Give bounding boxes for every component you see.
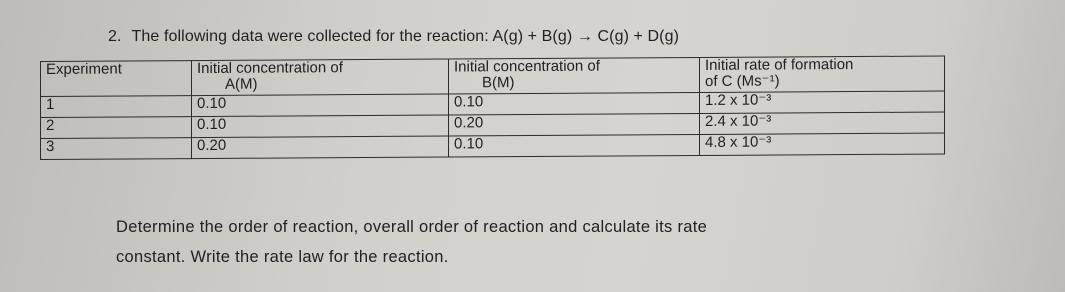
header-experiment: Experiment xyxy=(41,61,192,97)
cell-conc-b: 0.20 xyxy=(449,113,700,136)
table-row xyxy=(41,133,945,160)
cell-conc-a: 0.20 xyxy=(192,136,449,159)
cell-experiment: 2 xyxy=(41,117,192,139)
task-prompt xyxy=(116,212,707,272)
prompt-line-1: Determine the order of reaction, overall order of reaction and calculate its rate xyxy=(116,218,708,236)
question-text: The following data were collected for the reaction: A(g) + B(g) → C(g) + D(g) xyxy=(131,28,680,45)
cell-conc-b: 0.10 xyxy=(449,134,700,157)
header-initial-rate-c: Initial rate of formation of C (Ms⁻¹) xyxy=(700,56,945,92)
cell-conc-b: 0.10 xyxy=(449,92,700,115)
table-header-row xyxy=(41,56,945,97)
cell-experiment: 3 xyxy=(41,138,192,160)
cell-rate: 2.4 x 10⁻³ xyxy=(700,112,945,134)
question-number: 2. xyxy=(108,28,122,45)
prompt-line-2: constant. Write the rate law for the reaction. xyxy=(116,248,449,266)
question-statement xyxy=(108,28,679,46)
header-initial-conc-b: Initial concentration of B(M) xyxy=(449,57,700,94)
cell-experiment: 1 xyxy=(41,96,192,118)
cell-conc-a: 0.10 xyxy=(192,115,449,138)
cell-rate: 1.2 x 10⁻³ xyxy=(700,91,945,113)
cell-rate: 4.8 x 10⁻³ xyxy=(700,133,945,155)
cell-conc-a: 0.10 xyxy=(192,94,449,117)
header-initial-conc-a: Initial concentration of A(M) xyxy=(192,59,449,96)
rate-data-table xyxy=(40,55,945,160)
